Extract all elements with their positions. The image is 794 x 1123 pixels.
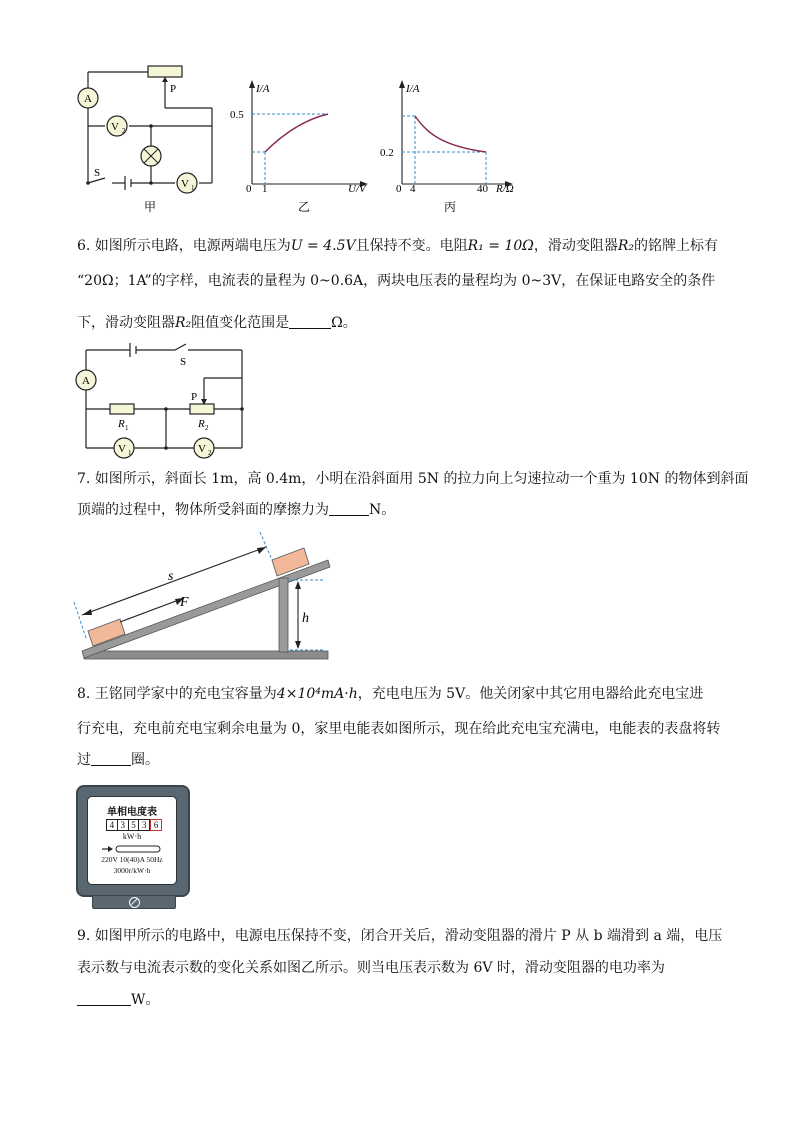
q6-answer-blank[interactable] [289, 314, 331, 329]
figure-q7-incline [74, 530, 336, 664]
q6-text: 的铭牌上标有 [634, 238, 718, 254]
figure-yi-graph [230, 74, 378, 216]
q6-v1-sub: 1 [128, 449, 132, 457]
q6-text: ，滑动变阻器 [533, 238, 618, 254]
q6-line2: “20Ω；1A”的字样，电流表的量程为 0~0.6A，两块电压表的量程均为 0~3V，在保证电路安全的条件 [77, 273, 716, 289]
voltmeter-v1-sub: 1 [191, 184, 195, 192]
q7-line1: 7. 如图所示，斜面长 1m，高 0.4m，小明在沿斜面用 5N 的拉力向上匀速拉动一个重为 10N 的物体到斜面 [77, 471, 749, 487]
q7-text: 顶端的过程中，物体所受斜面的摩擦力为 [77, 502, 329, 518]
voltmeter-v2-sub: 2 [122, 127, 126, 135]
yi-x-tick: 1 [262, 183, 268, 195]
voltmeter-v2-label: V [111, 121, 119, 133]
q6-text: 下，滑动变阻器 [77, 315, 175, 331]
electric-meter [76, 785, 190, 897]
meter-face [87, 796, 177, 885]
q8-answer-blank[interactable] [91, 751, 131, 766]
meter-digit: 5 [129, 819, 140, 831]
yi-origin: 0 [246, 183, 252, 195]
ammeter-label: A [84, 93, 92, 105]
q9-answer-blank[interactable] [77, 991, 131, 1006]
q6-line3 [77, 313, 357, 333]
voltmeter-v1-label: V [181, 178, 189, 190]
q6-r1-label: R [118, 418, 125, 430]
q9-line2: 表示数与电流表示数的变化关系如图乙所示。则当电压表示数为 6V 时，滑动变阻器的电功率为 [77, 960, 665, 976]
bing-x-tick-4: 4 [410, 183, 416, 195]
meter-digit-decimal: 6 [150, 819, 162, 831]
bing-x-axis-label: R/Ω [496, 183, 514, 195]
yi-y-axis-label: I/A [256, 83, 270, 95]
figure-yi-caption: 乙 [297, 200, 311, 214]
meter-spec1: 220V 10(40)A 50Hz [101, 855, 163, 864]
q6-r1-sub: 1 [125, 424, 129, 432]
q9-text: W。 [131, 992, 160, 1008]
q7-answer-blank[interactable] [329, 501, 369, 516]
q6-math-r2: R₂ [617, 238, 634, 254]
q9-line1: 9. 如图甲所示的电路中，电源电压保持不变，闭合开关后，滑动变阻器的滑片 P 从 b 端滑到 a 端，电压 [77, 928, 723, 944]
bing-origin: 0 [396, 183, 402, 195]
q6-text: 且保持不变。电阻 [355, 238, 468, 254]
bing-x-tick-40: 40 [477, 183, 488, 195]
figure-q6-circuit [72, 338, 252, 460]
meter-spec2: 3000r/kW·h [113, 866, 151, 875]
meter-digit: 3 [118, 819, 129, 831]
q8-line2: 行充电，充电前充电宝剩余电量为 0，家里电能表如图所示，现在给此充电宝充满电，电能表的表盘将转 [77, 721, 721, 737]
q8-line1 [77, 684, 703, 704]
figure-jia-caption: 甲 [143, 200, 157, 214]
q7-text: N。 [369, 502, 396, 518]
meter-digit: 4 [106, 819, 118, 831]
q8-math-capacity: 4×10⁴mA·h [276, 686, 358, 702]
q6-text: Ω。 [331, 315, 357, 331]
q7-line2 [77, 500, 395, 520]
q7-s-label: s [168, 569, 174, 584]
figure-jia-circuit [70, 58, 230, 218]
bing-y-axis-label: I/A [406, 83, 420, 95]
q6-switch-label: S [180, 356, 187, 368]
meter-digits [106, 819, 162, 831]
q6-r2-label: R [198, 418, 205, 430]
meter-terminal-block [92, 895, 176, 909]
figure-bing-caption: 丙 [443, 200, 457, 214]
q9-line3 [77, 990, 159, 1010]
yi-y-tick: 0.5 [230, 109, 244, 121]
meter-title: 单相电度表 [107, 807, 157, 818]
q6-text: 阻值变化范围是 [191, 315, 290, 331]
q8-text: 8. 王铭同学家中的充电宝容量为 [77, 686, 277, 702]
q7-h-label: h [302, 611, 309, 626]
q6-line1 [77, 236, 718, 256]
yi-x-axis-label: U/V [348, 183, 366, 195]
switch-s-label: S [94, 167, 101, 179]
meter-digit: 3 [139, 819, 150, 831]
q7-f-label: F [180, 595, 189, 610]
q6-r2-sub: 2 [205, 424, 209, 432]
q6-math-r2: R₂ [175, 315, 192, 331]
q6-slider-label: P [191, 391, 198, 403]
meter-unit: kW·h [122, 832, 142, 841]
q6-ammeter-label: A [82, 375, 90, 387]
q8-text: ，充电电压为 5V。他关闭家中其它用电器给此充电宝进 [357, 686, 704, 702]
q6-v2-sub: 2 [208, 449, 212, 457]
q8-line3 [77, 750, 159, 770]
meter-disc-icon [100, 844, 164, 854]
bing-y-tick: 0.2 [380, 147, 394, 159]
q8-text: 过 [77, 752, 91, 768]
q8-text: 圈。 [131, 752, 159, 768]
q6-v1-label: V [118, 443, 126, 455]
figure-bing-graph [380, 74, 536, 216]
terminal-screw-icon [129, 897, 140, 908]
q6-math-r1: R₁ = 10Ω [467, 238, 534, 254]
q6-text: 6. 如图所示电路，电源两端电压为 [77, 238, 291, 254]
q6-v2-label: V [198, 443, 206, 455]
q6-math-u: U = 4.5V [290, 238, 356, 254]
slider-p-label: P [170, 83, 177, 95]
